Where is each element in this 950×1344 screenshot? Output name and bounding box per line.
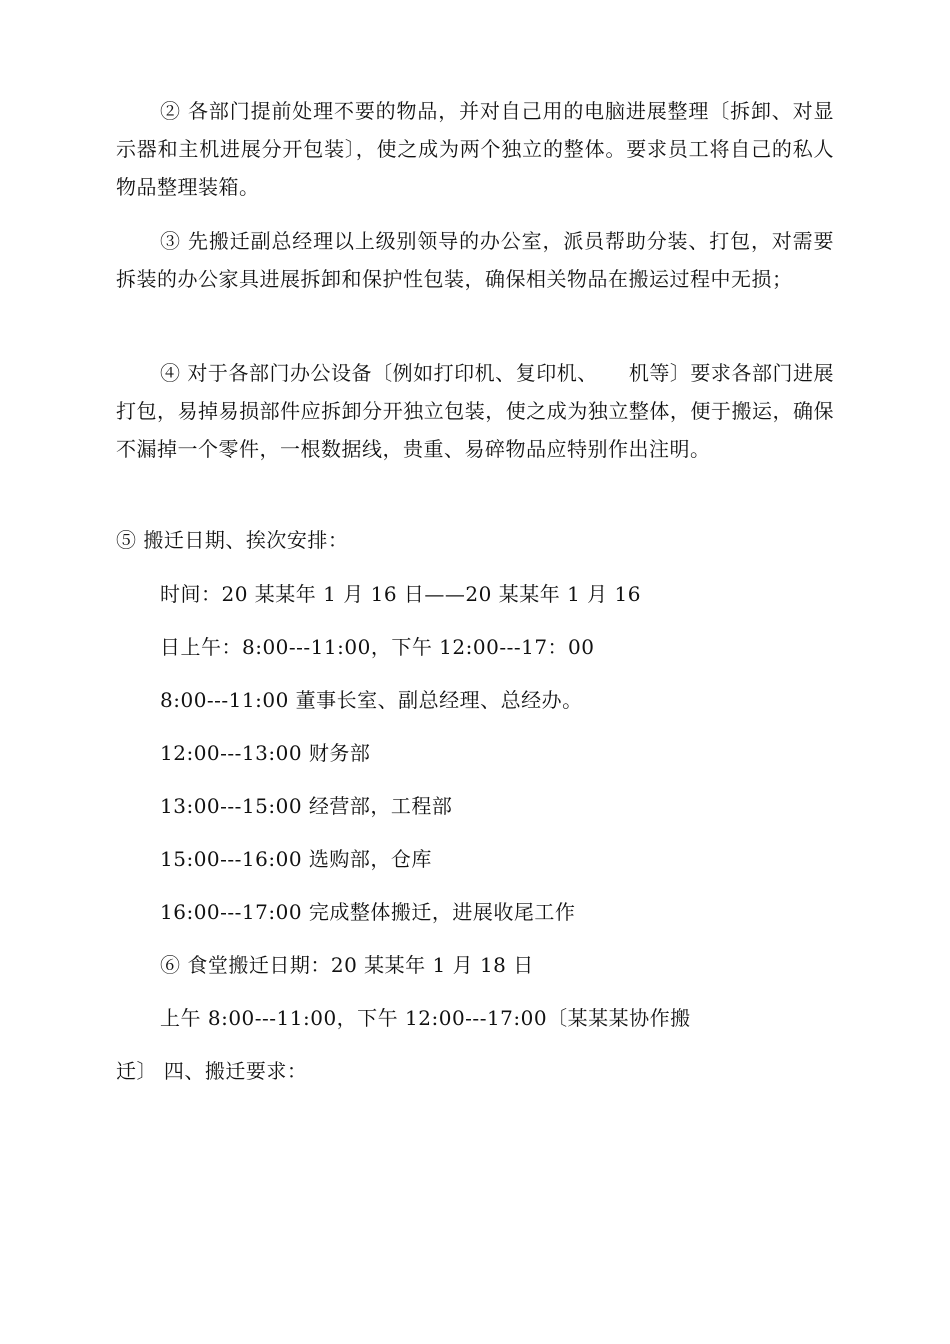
canteen-continuation: 迁〕 四、搬迁要求： bbox=[116, 1059, 308, 1083]
section-heading-schedule: ⑤ 搬迁日期、挨次安排： bbox=[116, 528, 349, 552]
schedule-item: 8:00---11:00 董事长室、副总经理、总经办。 bbox=[160, 688, 583, 712]
canteen-heading: ⑥ 食堂搬迁日期：20 某某年 1 月 18 日 bbox=[160, 953, 534, 977]
schedule-item: 15:00---16:00 选购部，仓库 bbox=[160, 847, 432, 871]
schedule-item: 16:00---17:00 完成整体搬迁，进展收尾工作 bbox=[160, 900, 576, 924]
schedule-item: 12:00---13:00 财务部 bbox=[160, 741, 371, 765]
paragraph-executive-office: ③ 先搬迁副总经理以上级别领导的办公室，派员帮助分装、打包，对需要拆装的办公家具进展拆卸和保护性包装，确保相关物品在搬运过程中无损； bbox=[116, 229, 834, 291]
canteen-time-line: 上午 8:00---11:00，下午 12:00---17:00〔某某某协作搬 bbox=[160, 1006, 691, 1030]
paragraph-pc-packing: ② 各部门提前处理不要的物品，并对自己用的电脑进展整理〔拆卸、对显示器和主机进展分开包装〕，使之成为两个独立的整体。要求员工将自己的私人物品整理装箱。 bbox=[116, 99, 834, 199]
schedule-item: 13:00---15:00 经营部，工程部 bbox=[160, 794, 453, 818]
schedule-time-line-2: 日上午：8:00---11:00，下午 12:00---17：00 bbox=[160, 635, 595, 659]
paragraph-office-equipment: ④ 对于各部门办公设备〔例如打印机、复印机、 机等〕要求各部门进展打包，易掉易损部件应拆卸分开独立包装，使之成为独立整体，便于搬运，确保不漏掉一个零件，一根数据线，贵重、易碎物品应特别作出注明。 bbox=[116, 361, 834, 461]
schedule-time-line-1: 时间：20 某某年 1 月 16 日——20 某某年 1 月 16 bbox=[160, 582, 641, 606]
